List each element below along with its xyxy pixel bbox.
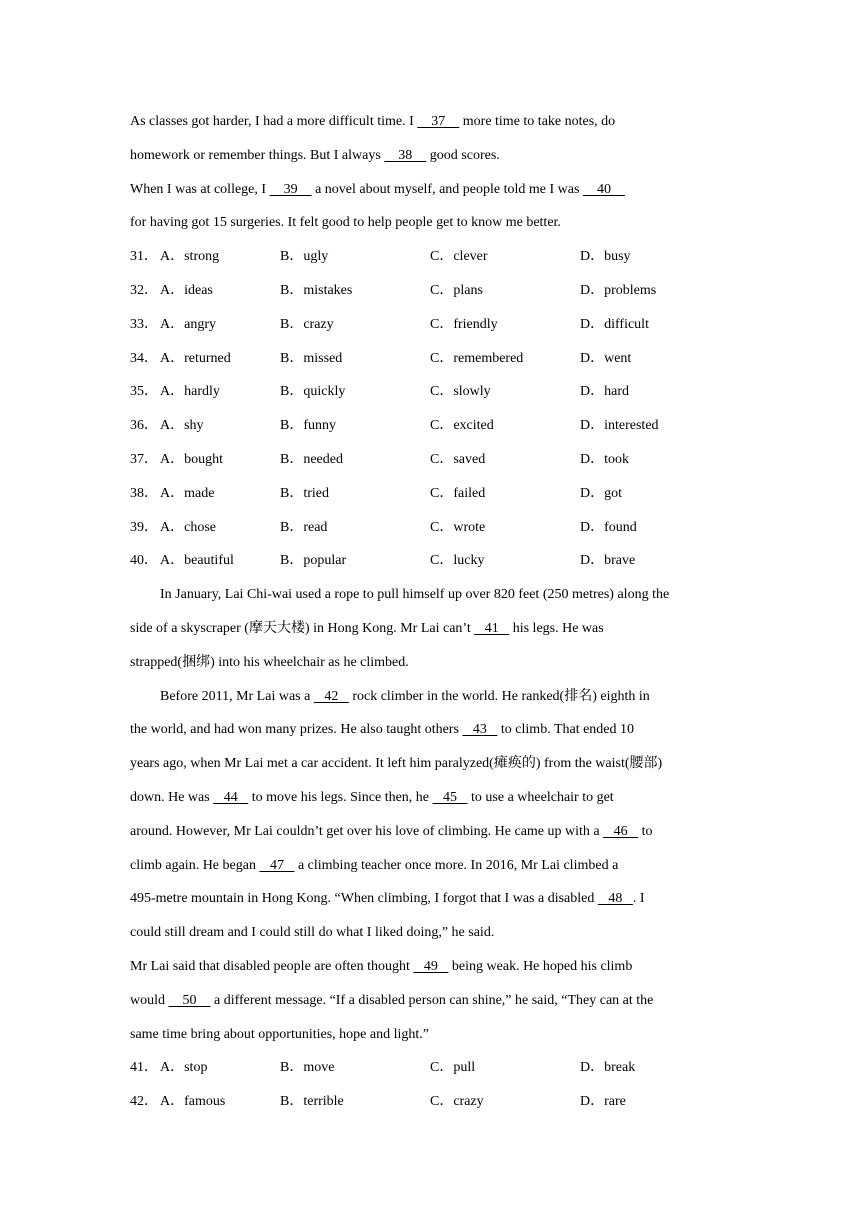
option-d: D．busy bbox=[580, 249, 631, 265]
question-row bbox=[130, 243, 730, 277]
option-d: D．difficult bbox=[580, 316, 649, 332]
text-line bbox=[130, 784, 730, 818]
question-number: 40． bbox=[130, 553, 158, 569]
option-b: B．quickly bbox=[280, 384, 346, 400]
option-a: A．returned bbox=[160, 350, 231, 366]
question-row bbox=[130, 446, 730, 480]
exam-page bbox=[130, 108, 730, 1122]
question-number: 37． bbox=[130, 451, 158, 467]
question-row bbox=[130, 480, 730, 514]
option-d: D．found bbox=[580, 519, 637, 535]
text-segment: a climbing teacher once more. In 2016, Mr Lai climbed a bbox=[294, 857, 619, 873]
text-line bbox=[130, 615, 730, 649]
option-a: A．bought bbox=[160, 451, 223, 467]
option-d: D．hard bbox=[580, 384, 629, 400]
option-c: C．wrote bbox=[430, 519, 486, 535]
question-number: 31． bbox=[130, 249, 158, 265]
text-segment: down. He was bbox=[130, 789, 214, 805]
option-a: A．hardly bbox=[160, 384, 220, 400]
question-row bbox=[130, 277, 730, 311]
text-line bbox=[130, 142, 730, 176]
question-row bbox=[130, 1054, 730, 1088]
text-line bbox=[130, 649, 730, 683]
option-a: A．famous bbox=[160, 1094, 226, 1110]
text-segment: side of a skyscraper (摩天大楼) in Hong Kong. Mr Lai can’t bbox=[130, 620, 475, 636]
option-c: C．lucky bbox=[430, 553, 485, 569]
cloze-blank: 40 bbox=[582, 181, 625, 197]
option-a: A．strong bbox=[160, 249, 220, 265]
cloze-blank: 45 bbox=[432, 789, 468, 805]
option-a: A．ideas bbox=[160, 282, 213, 298]
question-number: 32． bbox=[130, 282, 158, 298]
question-number: 41． bbox=[130, 1060, 158, 1076]
option-a: A．stop bbox=[160, 1060, 208, 1076]
text-segment: rock climber in the world. He ranked(排名) eighth in bbox=[348, 688, 650, 704]
option-d: D．rare bbox=[580, 1094, 626, 1110]
text-segment: a different message. “If a disabled person can shine,” he said, “They can at the bbox=[210, 992, 654, 1008]
option-c: C．remembered bbox=[430, 350, 524, 366]
question-row bbox=[130, 547, 730, 581]
option-a: A．chose bbox=[160, 519, 216, 535]
option-c: C．friendly bbox=[430, 316, 498, 332]
cloze-blank: 43 bbox=[462, 722, 498, 738]
question-row bbox=[130, 1088, 730, 1122]
option-c: C．crazy bbox=[430, 1094, 484, 1110]
question-row bbox=[130, 514, 730, 548]
text-segment: around. However, Mr Lai couldn’t get over his love of climbing. He came up with a bbox=[130, 823, 604, 839]
cloze-blank: 38 bbox=[384, 147, 427, 163]
option-d: D．went bbox=[580, 350, 632, 366]
cloze-blank: 37 bbox=[417, 114, 460, 129]
text-segment: could still dream and I could still do what I liked doing,” he said. bbox=[130, 925, 495, 941]
option-b: B．crazy bbox=[280, 316, 334, 332]
option-d: D．interested bbox=[580, 418, 659, 434]
question-number: 38． bbox=[130, 485, 158, 501]
text-segment: his legs. He was bbox=[509, 620, 604, 636]
option-c: C．clever bbox=[430, 249, 488, 265]
option-d: D．brave bbox=[580, 553, 636, 569]
option-b: B．needed bbox=[280, 451, 343, 467]
cloze-blank: 50 bbox=[168, 992, 211, 1008]
question-options-31-40 bbox=[130, 243, 730, 581]
passage-2-cloze bbox=[130, 581, 730, 1054]
text-line bbox=[130, 885, 730, 919]
option-b: B．funny bbox=[280, 418, 336, 434]
cloze-blank: 48 bbox=[597, 891, 633, 907]
text-line bbox=[130, 716, 730, 750]
text-segment: Before 2011, Mr Lai was a bbox=[160, 688, 314, 704]
text-segment: strapped(捆绑) into his wheelchair as he climbed. bbox=[130, 654, 409, 670]
question-row bbox=[130, 412, 730, 446]
text-segment: When I was at college, I bbox=[130, 181, 270, 197]
text-line bbox=[130, 750, 730, 784]
option-b: B．move bbox=[280, 1060, 335, 1076]
cloze-blank: 46 bbox=[603, 823, 639, 839]
cloze-blank: 39 bbox=[269, 181, 312, 197]
question-number: 39． bbox=[130, 519, 158, 535]
text-segment: climb again. He began bbox=[130, 857, 260, 873]
option-d: D．break bbox=[580, 1060, 636, 1076]
text-segment: to climb. That ended 10 bbox=[497, 722, 635, 738]
text-segment: would bbox=[130, 992, 169, 1008]
question-options-41-42 bbox=[130, 1054, 730, 1122]
question-row bbox=[130, 345, 730, 379]
option-a: A．made bbox=[160, 485, 215, 501]
option-a: A．angry bbox=[160, 316, 216, 332]
passage-1-continuation bbox=[130, 108, 730, 243]
question-row bbox=[130, 378, 730, 412]
text-line bbox=[130, 581, 730, 615]
text-line bbox=[130, 953, 730, 987]
text-line bbox=[130, 209, 730, 243]
question-row bbox=[130, 311, 730, 345]
text-line bbox=[130, 852, 730, 886]
option-b: B．read bbox=[280, 519, 328, 535]
option-c: C．excited bbox=[430, 418, 494, 434]
text-line bbox=[130, 818, 730, 852]
text-segment: to move his legs. Since then, he bbox=[248, 789, 433, 805]
option-c: C．saved bbox=[430, 451, 486, 467]
text-line bbox=[130, 919, 730, 953]
text-segment: good scores. bbox=[426, 147, 500, 163]
option-d: D．problems bbox=[580, 282, 657, 298]
option-b: B．terrible bbox=[280, 1094, 344, 1110]
text-segment: to use a wheelchair to get bbox=[467, 789, 614, 805]
cloze-blank: 49 bbox=[413, 958, 449, 974]
text-line bbox=[130, 1021, 730, 1055]
question-number: 34． bbox=[130, 350, 158, 366]
text-segment: the world, and had won many prizes. He also taught others bbox=[130, 722, 463, 738]
cloze-blank: 42 bbox=[313, 688, 349, 704]
option-c: C．slowly bbox=[430, 384, 491, 400]
text-segment: years ago, when Mr Lai met a car accident. It left him paralyzed(瘫痪的) from the waist(腰部) bbox=[130, 756, 663, 772]
cloze-blank: 47 bbox=[259, 857, 295, 873]
option-b: B．missed bbox=[280, 350, 343, 366]
text-line bbox=[130, 108, 730, 142]
text-line bbox=[130, 176, 730, 210]
cloze-blank: 41 bbox=[474, 620, 510, 636]
text-segment: to bbox=[638, 823, 653, 839]
option-a: A．shy bbox=[160, 418, 204, 434]
text-segment: homework or remember things. But I always bbox=[130, 147, 385, 163]
text-segment: . I bbox=[632, 891, 645, 907]
text-line bbox=[130, 683, 730, 717]
question-number: 33． bbox=[130, 316, 158, 332]
option-c: C．failed bbox=[430, 485, 486, 501]
text-segment: 495-metre mountain in Hong Kong. “When climbing, I forgot that I was a disabled bbox=[130, 891, 598, 907]
option-d: D．got bbox=[580, 485, 622, 501]
option-b: B．popular bbox=[280, 553, 347, 569]
option-b: B．tried bbox=[280, 485, 329, 501]
cloze-blank: 44 bbox=[213, 789, 249, 805]
option-c: C．plans bbox=[430, 282, 483, 298]
text-segment: same time bring about opportunities, hope and light.” bbox=[130, 1026, 429, 1042]
text-segment: more time to take notes, do bbox=[459, 114, 616, 129]
text-segment: Mr Lai said that disabled people are often thought bbox=[130, 958, 414, 974]
option-d: D．took bbox=[580, 451, 629, 467]
text-line bbox=[130, 987, 730, 1021]
text-segment: As classes got harder, I had a more difficult time. I bbox=[130, 114, 418, 129]
option-a: A．beautiful bbox=[160, 553, 234, 569]
text-segment: a novel about myself, and people told me I was bbox=[311, 181, 583, 197]
text-segment: for having got 15 surgeries. It felt good to help people get to know me better. bbox=[130, 215, 561, 231]
question-number: 42． bbox=[130, 1094, 158, 1110]
option-b: B．mistakes bbox=[280, 282, 353, 298]
option-b: B．ugly bbox=[280, 249, 329, 265]
text-segment: being weak. He hoped his climb bbox=[448, 958, 633, 974]
text-segment: In January, Lai Chi-wai used a rope to pull himself up over 820 feet (250 metres) along the bbox=[160, 587, 670, 603]
question-number: 35． bbox=[130, 384, 158, 400]
question-number: 36． bbox=[130, 418, 158, 434]
option-c: C．pull bbox=[430, 1060, 476, 1076]
